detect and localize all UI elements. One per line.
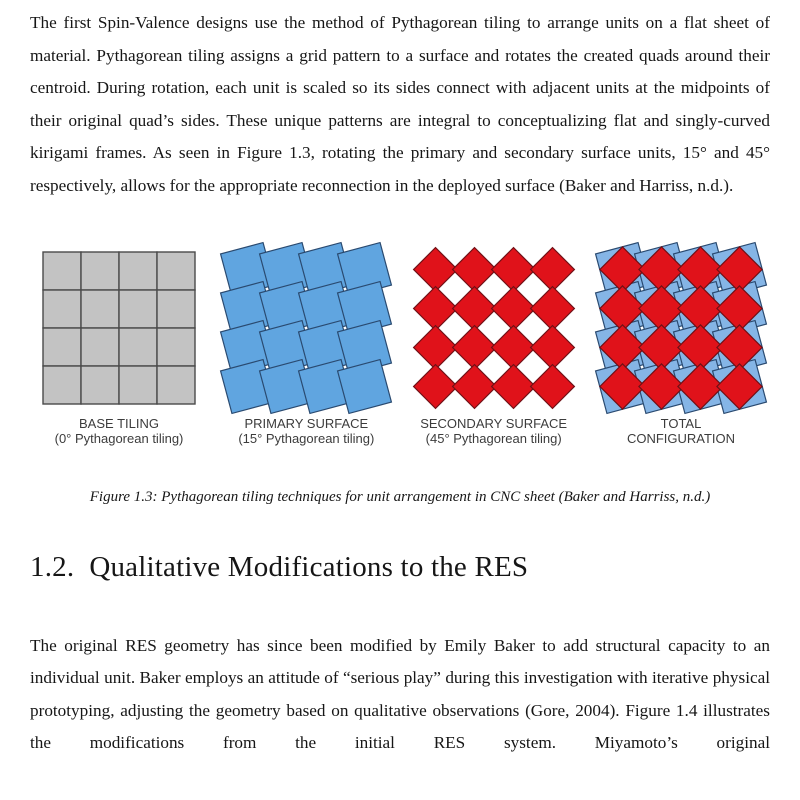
total-configuration-label xyxy=(627,416,735,447)
panel-total-configuration xyxy=(592,243,770,447)
section-title: Qualitative Modifications to the RES xyxy=(89,550,529,583)
secondary-surface-diagram xyxy=(409,243,579,413)
paragraph-res-modifications: The original RES geometry has since been modified by Emily Baker to add structural capacity to an individual unit. Baker employs an attitude of “serious play” during this investigation with iterative physical prototyping, adjusting the geometry based on qualitative observations (Gore, 2004). Figure 1.4 illustrates the modifications from the initial RES system. Miyamoto’s original xyxy=(30,635,770,753)
panel-label-line1: PRIMARY SURFACE xyxy=(244,415,369,431)
panel-label-line2: (0° Pythagorean tiling) xyxy=(54,431,184,447)
panel-label-line2: (45° Pythagorean tiling) xyxy=(425,431,562,447)
tiling-panels-row xyxy=(30,243,770,447)
base-tiling-diagram xyxy=(34,243,204,413)
base-tiling-label xyxy=(55,416,184,447)
primary-surface-diagram xyxy=(221,243,391,413)
primary-surface-label xyxy=(238,416,374,447)
panel-primary-surface xyxy=(217,243,395,447)
panel-label-line1: BASE TILING xyxy=(79,415,159,431)
panel-secondary-surface xyxy=(405,243,583,447)
secondary-surface-label xyxy=(420,416,567,447)
panel-label-line2: (15° Pythagorean tiling) xyxy=(238,431,375,447)
panel-label-line1: TOTAL xyxy=(660,415,702,431)
panel-base-tiling xyxy=(30,243,208,447)
section-heading xyxy=(30,550,770,584)
figure-caption: Figure 1.3: Pythagorean tiling techniques for unit arrangement in CNC sheet (Baker and Harriss, n.d.) xyxy=(89,488,711,505)
panel-label-line2: CONFIGURATION xyxy=(626,431,736,447)
total-configuration-diagram xyxy=(596,243,766,413)
section-number: 1.2. xyxy=(30,550,75,583)
figure-1-3 xyxy=(30,243,770,506)
paragraph-intro: The first Spin-Valence designs use the method of Pythagorean tiling to arrange units on a flat sheet of material. Pythagorean tiling assigns a grid pattern to a surface and rotates the created quads around their centroid. During rotation, each unit is scaled so its sides connect with adjacent units at the midpoints of their original quad’s sides. These unique patterns are integral to conceptualizing flat and singly-curved kirigami frames. As seen in Figure 1.3, rotating the primary and secondary surface units, 15° and 45° respectively, allows for the appropriate reconnection in the deployed surface (Baker and Harriss, n.d.). xyxy=(30,13,770,195)
panel-label-line1: SECONDARY SURFACE xyxy=(420,415,568,431)
